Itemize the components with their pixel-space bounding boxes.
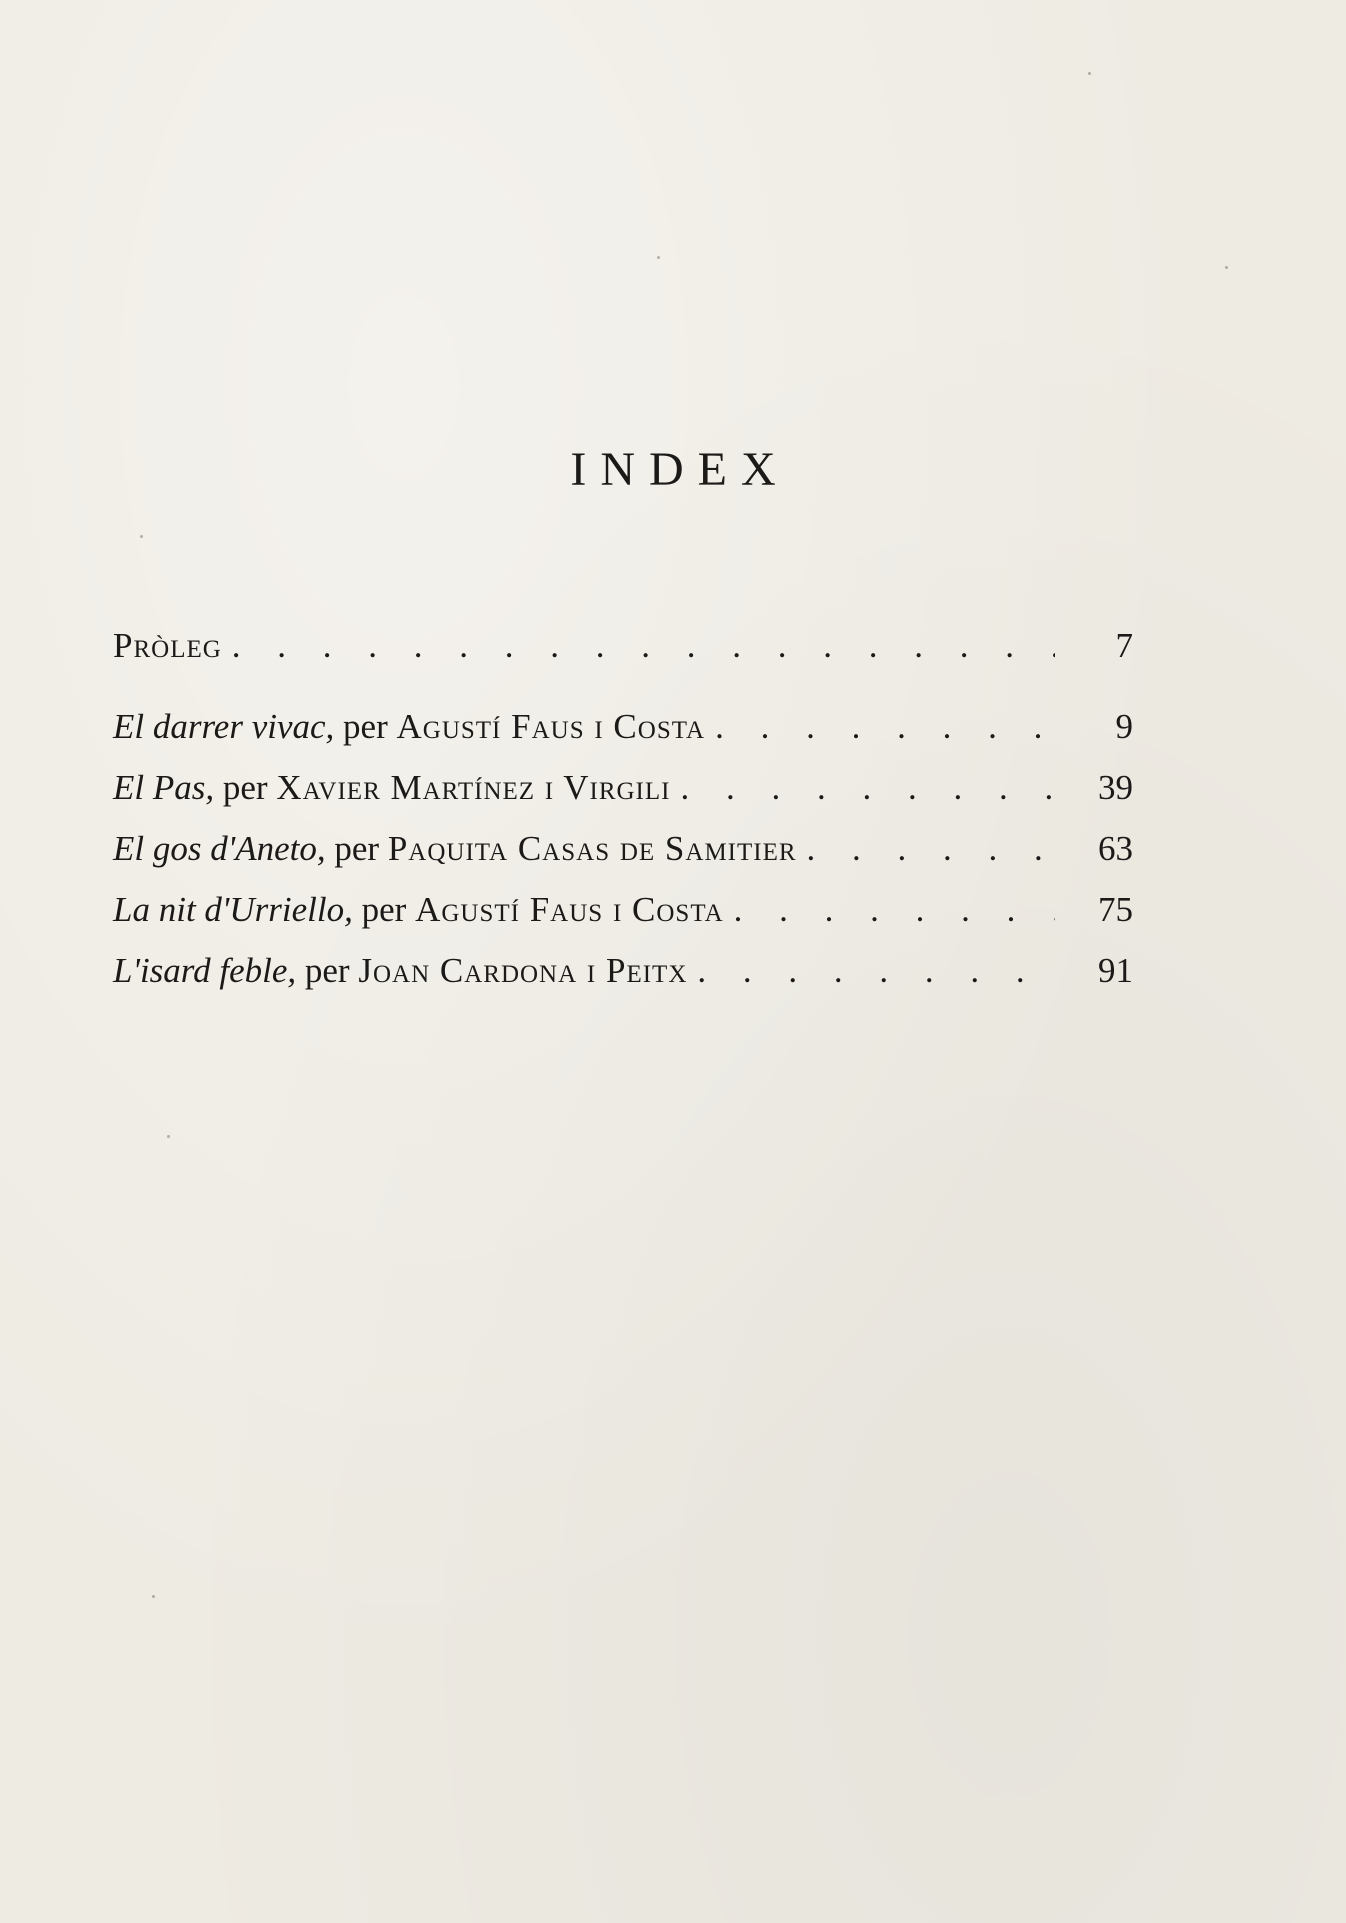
entry-author: Agustí Faus i Costa (415, 890, 724, 929)
toc-entry[interactable] (113, 757, 1133, 818)
toc-entry[interactable] (113, 696, 1133, 757)
paper-speck (1225, 266, 1228, 269)
page-number: 75 (1098, 890, 1133, 929)
paper-speck (167, 1135, 170, 1138)
entry-title: El gos d'Aneto, (113, 829, 326, 868)
page-number: 7 (1115, 626, 1133, 665)
entry-text (113, 615, 222, 676)
entry-by: per (304, 951, 350, 990)
table-of-contents (113, 615, 1133, 1001)
entry-title: Pròleg (113, 626, 222, 665)
page-number: 9 (1115, 707, 1133, 746)
entry-title: L'isard feble, (113, 951, 297, 990)
entry-by: per (343, 707, 388, 746)
entry-title: El Pas, (113, 768, 215, 807)
page-number: 91 (1098, 951, 1133, 990)
index-heading: INDEX (570, 443, 790, 496)
toc-entry[interactable] (113, 940, 1133, 1001)
dot-leader (670, 757, 1055, 818)
paper-speck (152, 1595, 155, 1598)
dot-leader (724, 879, 1055, 940)
entry-title: El darrer vivac, (113, 707, 335, 746)
entry-text (113, 879, 724, 940)
dot-leader (705, 696, 1055, 757)
entry-by: per (334, 829, 380, 868)
entry-by: per (222, 768, 268, 807)
entry-author: Paquita Casas de Samitier (387, 829, 797, 868)
paper-speck (657, 256, 660, 259)
entry-by: per (361, 890, 407, 929)
dot-leader (797, 818, 1055, 879)
toc-entry[interactable] (113, 879, 1133, 940)
dot-leader (687, 940, 1055, 1001)
page-number: 63 (1098, 829, 1133, 868)
entry-title: La nit d'Urriello, (113, 890, 353, 929)
entry-text (113, 696, 705, 757)
entry-text (113, 757, 670, 818)
entry-author: Joan Cardona i Peitx (358, 951, 688, 990)
entry-text (113, 818, 797, 879)
entry-text (113, 940, 687, 1001)
toc-entry-proleg[interactable] (113, 615, 1133, 676)
dot-leader (222, 615, 1055, 676)
entry-author: Xavier Martínez i Virgili (276, 768, 671, 807)
entry-author: Agustí Faus i Costa (396, 707, 706, 746)
paper-speck (1088, 72, 1091, 75)
page-number: 39 (1098, 768, 1133, 807)
paper-speck (140, 535, 143, 538)
toc-entry[interactable] (113, 818, 1133, 879)
